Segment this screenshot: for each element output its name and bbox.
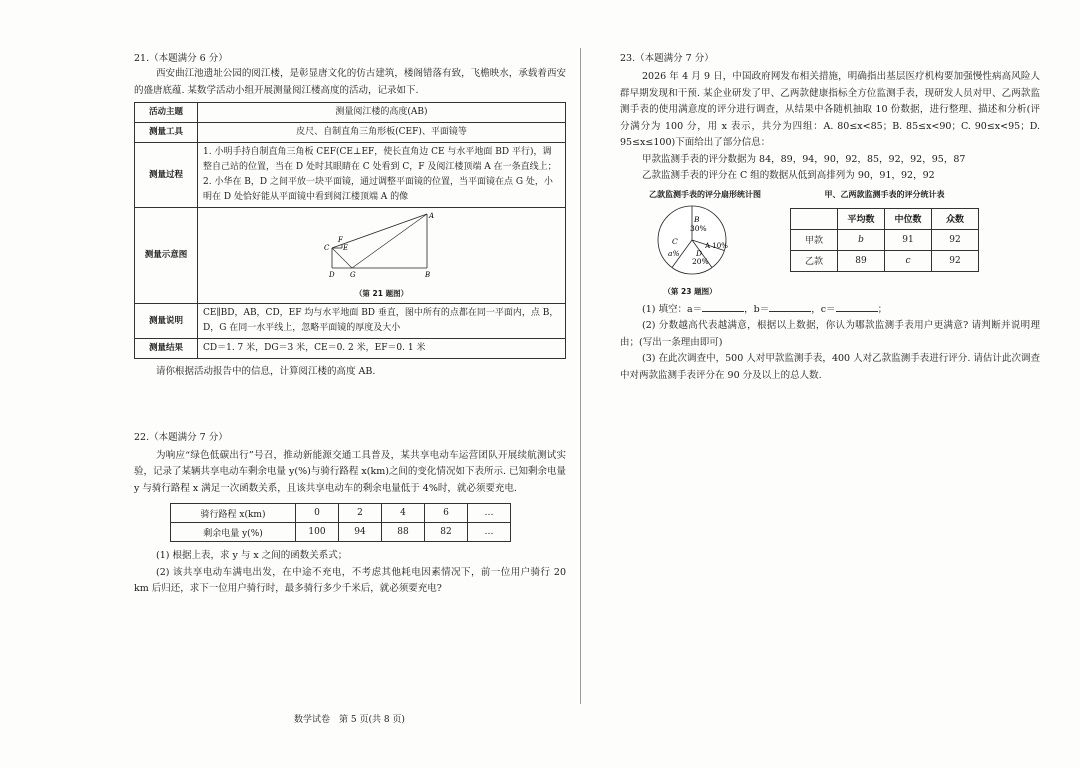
pie-label-b: B xyxy=(694,214,700,224)
table-cell: 6 xyxy=(425,504,468,523)
pie-label-a: A 10% xyxy=(705,241,728,250)
q22-header: 22.（本题满分 7 分） xyxy=(134,431,228,443)
table-row xyxy=(171,504,511,523)
point-label: G xyxy=(349,271,356,279)
row-label: 测量过程 xyxy=(135,143,198,208)
pie-chart-block xyxy=(620,189,790,297)
row-label: 测量工具 xyxy=(135,123,198,143)
row-header: 骑行路程 x(km) xyxy=(171,504,296,523)
q21-diagram xyxy=(322,210,442,280)
point-label: D xyxy=(328,271,335,279)
pie-label-c: C xyxy=(672,236,678,246)
table-row xyxy=(791,250,979,271)
stats-table xyxy=(790,208,979,272)
row-header: 剩余电量 y(%) xyxy=(171,523,296,542)
row-value: 测量阅江楼的高度(AB) xyxy=(198,103,566,123)
q23-sub2: (2) 分数越高代表越满意，根据以上数据，你认为哪款监测手表用户更满意? 请判断并说明理由；(写出一条理由即可) xyxy=(620,320,1040,348)
row-label: 活动主题 xyxy=(135,103,198,123)
q22-intro: 为响应“绿色低碳出行”号召，推动新能源交通工具普及，某共享电动车运营团队开展续航测试实验，记录了某辆共享电动车剩余电量 y(%)与骑行路程 x(km)之间的变化情况如下表所示. 已知剩余电量 y 与骑行路程 x 满足一次函数关系，且该共享电动车的剩余电量低于 4%时，就必须要充电. xyxy=(134,449,566,494)
q21-figure-caption: （第 21 题图） xyxy=(354,289,409,298)
table-cell: b xyxy=(838,229,885,250)
row-value: CD＝1. 7 米，DG＝3 米，CE＝0. 2 米，EF＝0. 1 米 xyxy=(198,339,566,359)
table-row xyxy=(135,123,566,143)
table-cell: 4 xyxy=(382,504,425,523)
table-cell: 甲款 xyxy=(791,229,838,250)
table-header-cell: 平均数 xyxy=(838,208,885,229)
row-value xyxy=(198,143,566,208)
table-row xyxy=(135,304,566,339)
q22-data-table xyxy=(170,503,511,542)
page-footer: 数学试卷 第 5 页(共 8 页) xyxy=(294,715,405,725)
process-step-2: 2. 小华在 B，D 之间平放一块平面镜，通过调整平面镜的位置，当平面镜在点 G 处，小明在 D 处恰好能从平面镜中看到阅江楼顶端 A 的像 xyxy=(203,177,553,202)
point-label: F xyxy=(337,236,343,244)
pie-label-d: D xyxy=(696,248,703,258)
row-label: 测量说明 xyxy=(135,304,198,339)
table-cell: … xyxy=(468,523,511,542)
table-cell: … xyxy=(468,504,511,523)
left-column xyxy=(134,52,566,598)
q23-header: 23.（本题满分 7 分） xyxy=(620,53,714,64)
table-cell: c xyxy=(885,250,932,271)
answer-blank-a[interactable] xyxy=(702,301,744,312)
table-row xyxy=(791,229,979,250)
q23-info2: 乙款监测手表的评分在 C 组的数据从低到高排列为 90，91，92，92 xyxy=(642,170,935,181)
table-cell: 94 xyxy=(339,523,382,542)
point-label: C xyxy=(323,244,329,252)
table-cell: 乙款 xyxy=(791,250,838,271)
process-step-1: 1. 小明手持自制直角三角板 CEF(CE⊥EF，使长直角边 CE 与水平地面 BD 平行)，调整自己站的位置，当在 D 处时其眼睛在 C 处看到 C，F 及阅江楼顶端 A 在一条直线上； xyxy=(203,147,557,172)
answer-blank-b[interactable] xyxy=(769,301,811,312)
table-cell: 92 xyxy=(932,250,979,271)
table-cell: 89 xyxy=(838,250,885,271)
table-header-cell: 众数 xyxy=(932,208,979,229)
q22-sub1: (1) 根据上表，求 y 与 x 之间的函数关系式； xyxy=(156,550,348,561)
sub1-c: ，c＝ xyxy=(811,303,836,315)
pie-label-c-pct: a% xyxy=(668,248,680,258)
row-label: 测量结果 xyxy=(135,339,198,359)
point-label: B xyxy=(424,271,430,279)
sub1-end: ； xyxy=(877,303,888,315)
pie-caption: （第 23 题图） xyxy=(663,286,717,296)
q21-activity-table xyxy=(134,102,566,359)
row-value: 皮尺、自制直角三角形板(CEF)、平面镜等 xyxy=(198,123,566,143)
q23-intro: 2026 年 4 月 9 日，中国政府网发布相关措施，明确指出基层医疗机构要加强慢性病高风险人群早期发现和干预. 某企业研发了甲、乙两款健康指标全方位监测手表，现研发人员对甲、乙两款监测手表的使用满意度的评分进行调查，从结果中各随机抽取 10 份数据，进行整理、描述和分析(评分满分为 100 分，用 x 表示，共分为四组：A. 80≤x<85；B. 85≤x<90；C. 90≤x<95；D. 95≤x≤100)下面给出了部分信息： xyxy=(620,71,1040,148)
table-row xyxy=(171,523,511,542)
table-cell: 88 xyxy=(382,523,425,542)
q22-sub2: (2) 该共享电动车满电出发，在中途不充电，不考虑其他耗电因素情况下，前一位用户骑行 20 km 后归还，求下一位用户骑行时，最多骑行多少千米后，就必须要充电? xyxy=(134,566,566,594)
q21-intro: 西安曲江池遗址公园的阅江楼，是彰显唐文化的仿古建筑，楼阁错落有致，飞檐映水，承载着西安的盛唐底蕴. 某数学活动小组开展测量阅江楼高度的活动，记录如下. xyxy=(134,68,566,96)
table-cell: 0 xyxy=(296,504,339,523)
table-cell: 91 xyxy=(885,229,932,250)
point-label: E xyxy=(342,244,348,252)
right-column xyxy=(620,52,1040,384)
pie-label-b-pct: 30% xyxy=(690,223,707,233)
pie-label-d-pct: 20% xyxy=(692,256,709,266)
q23-sub1 xyxy=(620,301,1040,319)
table-row xyxy=(791,208,979,229)
q21-question: 请你根据活动报告中的信息，计算阅江楼的高度 AB. xyxy=(156,366,376,377)
pie-title: 乙款监测手表的评分扇形统计图 xyxy=(649,189,761,199)
table-header-cell xyxy=(791,208,838,229)
q23-info1: 甲款监测手表的评分数据为 84，89，94，90，92，85，92，92，95，87 xyxy=(642,153,966,165)
stats-table-block xyxy=(790,189,979,297)
table-row xyxy=(135,103,566,123)
q21-header: 21.（本题满分 6 分） xyxy=(134,53,228,64)
table-header-cell: 中位数 xyxy=(885,208,932,229)
row-value xyxy=(198,208,566,304)
row-value: CE∥BD，AB，CD，EF 均与水平地面 BD 垂直，图中所有的点都在同一平面内，点 B，D，G 在同一水平线上，忽略平面镜的厚度及大小 xyxy=(198,304,566,339)
sub1-prefix: (1) 填空：a＝ xyxy=(642,303,703,315)
table-cell: 82 xyxy=(425,523,468,542)
table-row xyxy=(135,208,566,304)
q23-sub3: (3) 在此次调查中，500 人对甲款监测手表，400 人对乙款监测手表进行评分. 请估计此次调查中对两款监测手表评分在 90 分及以上的总人数. xyxy=(620,353,1040,381)
point-label: A xyxy=(428,212,434,220)
table-row xyxy=(135,143,566,208)
row-label: 测量示意图 xyxy=(135,208,198,304)
stats-table-title: 甲、乙两款监测手表的评分统计表 xyxy=(824,189,945,199)
column-divider xyxy=(580,48,581,704)
sub1-b: ，b＝ xyxy=(744,303,770,315)
table-row xyxy=(135,339,566,359)
q23-figures xyxy=(620,189,1040,297)
table-cell: 2 xyxy=(339,504,382,523)
table-cell: 100 xyxy=(296,523,339,542)
answer-blank-c[interactable] xyxy=(836,301,878,312)
table-cell: 92 xyxy=(932,229,979,250)
pie-chart xyxy=(620,200,790,282)
